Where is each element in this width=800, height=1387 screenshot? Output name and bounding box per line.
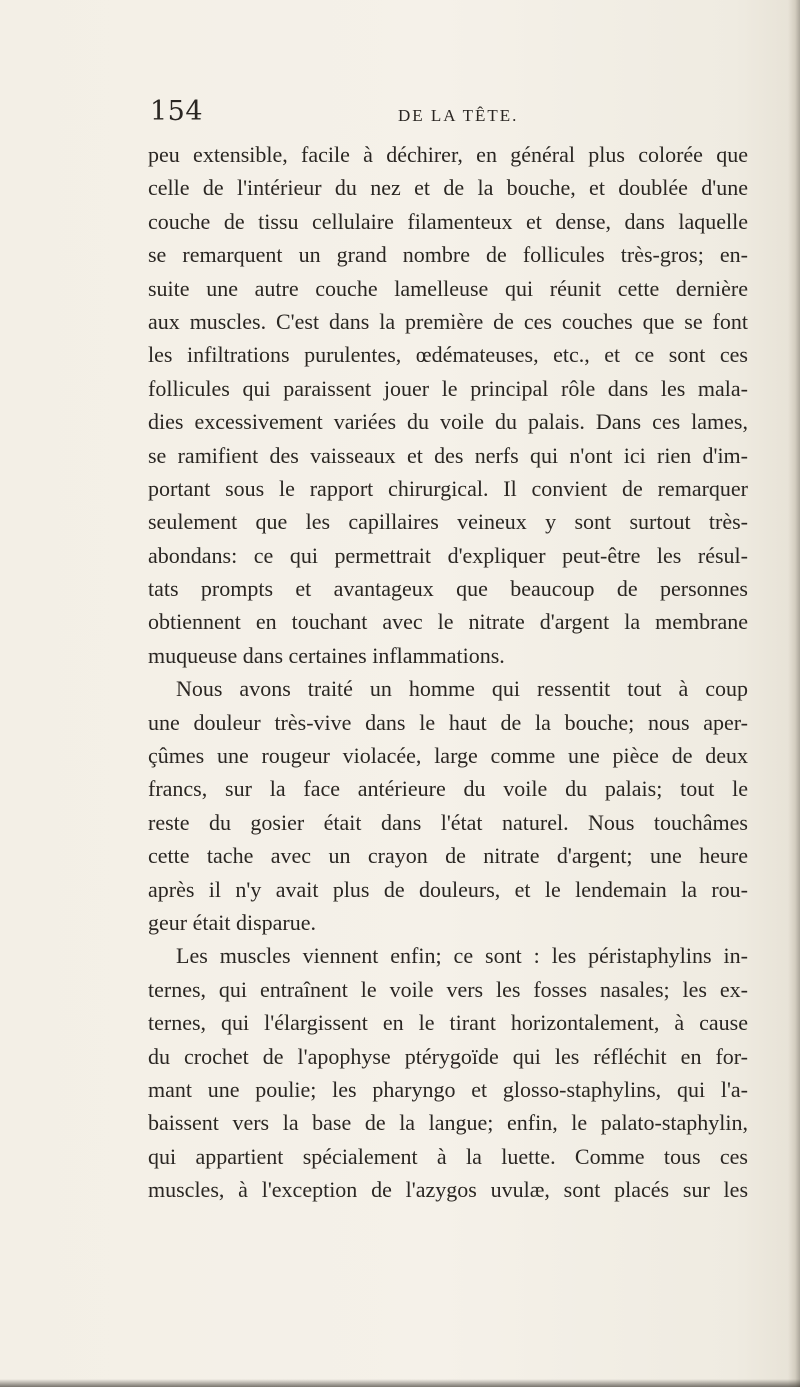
text-line: baissent vers la base de la langue; enfin, le palato-staphylin, <box>148 1110 748 1136</box>
text-line: Nous avons traité un homme qui ressentit tout à coup <box>176 676 748 702</box>
text-line: cette tache avec un crayon de nitrate d'argent; une heure <box>148 843 748 869</box>
text-line: aux muscles. C'est dans la première de ces couches que se font <box>148 308 748 334</box>
text-line: francs, sur la face antérieure du voile du palais; tout le <box>148 776 748 802</box>
running-head <box>150 96 720 136</box>
text-line: après il n'y avait plus de douleurs, et le lendemain la rou- <box>148 876 748 902</box>
text-line: muqueuse dans certaines inflammations. <box>148 642 505 668</box>
text-line: du crochet de l'apophyse ptérygoïde qui les réfléchit en for- <box>148 1043 748 1069</box>
text-line: celle de l'intérieur du nez et de la bouche, et doublée d'une <box>148 175 748 201</box>
page-edge-shadow <box>788 0 800 1387</box>
text-line: abondans: ce qui permettrait d'expliquer peut-être les résul- <box>148 542 748 568</box>
text-line: portant sous le rapport chirurgical. Il convient de remarquer <box>148 475 748 501</box>
text-line: suite une autre couche lamelleuse qui réunit cette dernière <box>148 275 748 301</box>
text-line: se remarquent un grand nombre de follicules très-gros; en- <box>148 242 748 268</box>
running-title: DE LA TÊTE. <box>398 106 519 125</box>
text-line: peu extensible, facile à déchirer, en général plus colorée que <box>148 142 748 167</box>
text-line: geur était disparue. <box>148 909 316 935</box>
body-text <box>148 138 748 1207</box>
page-number: 154 <box>150 96 204 127</box>
text-line: qui appartient spécialement à la luette. Comme tous ces <box>148 1143 748 1169</box>
text-line: une douleur très-vive dans le haut de la bouche; nous aper- <box>148 709 748 735</box>
text-line: les infiltrations purulentes, œdémateuses, etc., et ce sont ces <box>148 342 748 368</box>
text-line: reste du gosier était dans l'état naturel. Nous touchâmes <box>148 809 748 835</box>
text-line: dies excessivement variées du voile du palais. Dans ces lames, <box>148 409 748 435</box>
text-line: se ramifient des vaisseaux et des nerfs qui n'ont ici rien d'im- <box>148 442 748 468</box>
text-line: Les muscles viennent enfin; ce sont : les péristaphylins in- <box>176 943 748 969</box>
text-line: ternes, qui entraînent le voile vers les fosses nasales; les ex- <box>148 976 748 1002</box>
text-line: tats prompts et avantageux que beaucoup de personnes <box>148 576 748 602</box>
text-line: ternes, qui l'élargissent en le tirant horizontalement, à cause <box>148 1010 748 1036</box>
text-line: couche de tissu cellulaire filamenteux et dense, dans laquelle <box>148 208 748 234</box>
text-line: muscles, à l'exception de l'azygos uvulæ, sont placés sur les <box>148 1177 748 1203</box>
text-line: mant une poulie; les pharyngo et glosso-staphylins, qui l'a- <box>148 1076 748 1102</box>
text-line: seulement que les capillaires veineux y sont surtout très- <box>148 509 748 535</box>
text-line: çûmes une rougeur violacée, large comme une pièce de deux <box>148 743 748 769</box>
page-bottom-edge <box>0 1379 800 1387</box>
text-line: follicules qui paraissent jouer le principal rôle dans les mala- <box>148 375 748 401</box>
text-line: obtiennent en touchant avec le nitrate d'argent la membrane <box>148 609 748 635</box>
